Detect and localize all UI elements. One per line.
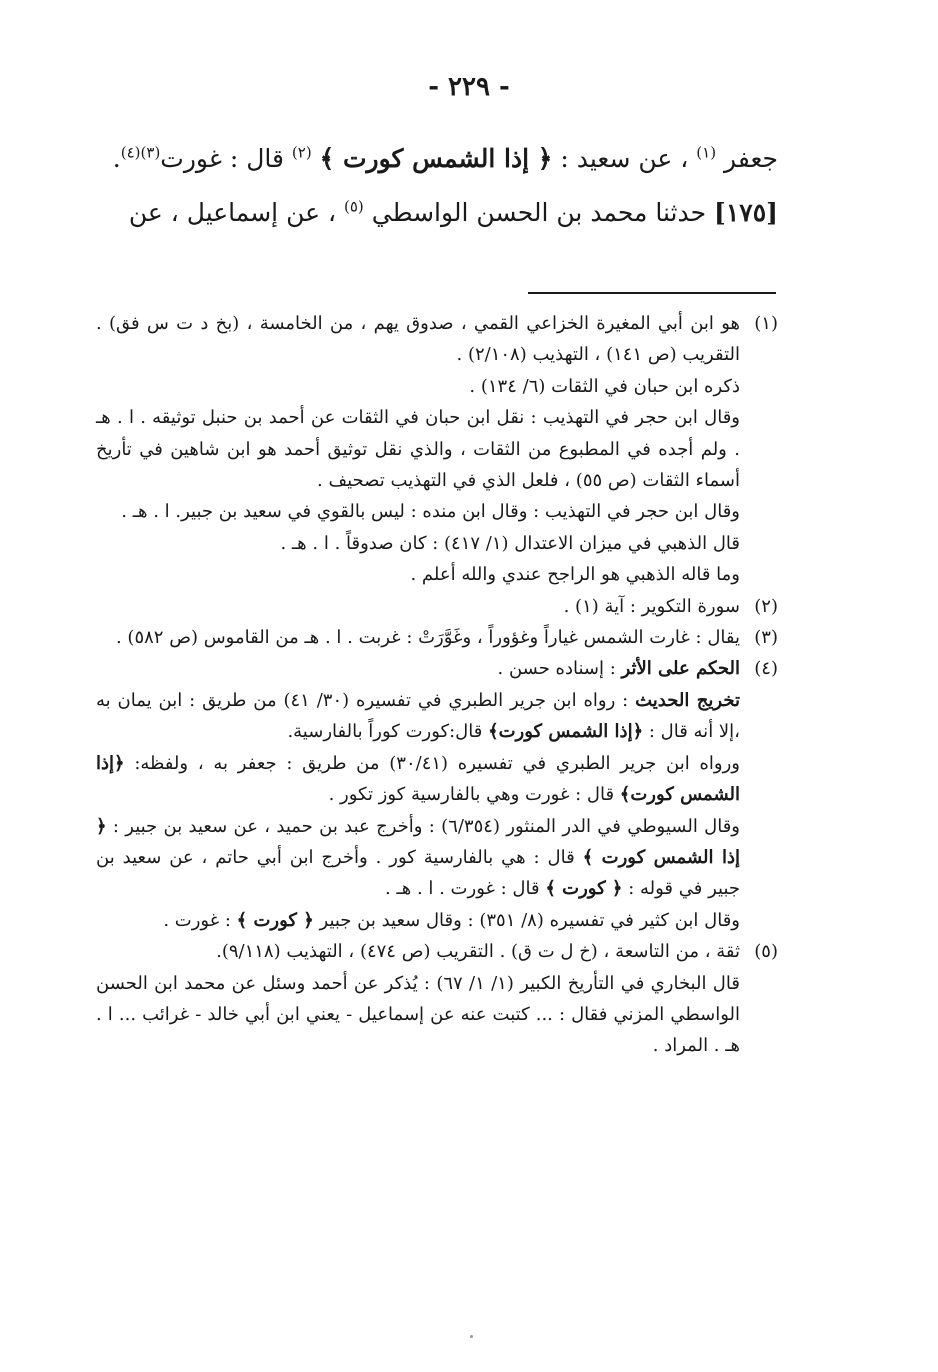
footnote-number: (١) bbox=[754, 313, 778, 334]
footnote-text: هو ابن أبي المغيرة الخزاعي القمي ، صدوق يهم ، من الخامسة ، (بخ د ت س فق) . التقريب (ص ١٤١) ، التهذيب (٢/١٠٨) . bbox=[96, 313, 740, 366]
takhrij-paragraph bbox=[96, 905, 778, 936]
ruling-heading: الحكم على الأثر bbox=[621, 658, 740, 680]
footnotes bbox=[96, 308, 778, 1062]
footnote-2 bbox=[96, 591, 778, 622]
footnote-text: : إسناده حسن . bbox=[497, 658, 616, 680]
footnote-separator bbox=[528, 292, 776, 294]
footnote-text: ورواه ابن جرير الطبري في تفسيره (٣٠/٤١) من طريق : جعفر به ، ولفظه: bbox=[134, 752, 740, 774]
footnote-1 bbox=[96, 308, 778, 371]
hadith-number: [١٧٥] bbox=[714, 198, 778, 227]
page-speck bbox=[470, 1335, 473, 1338]
footnote-5-line: قال البخاري في التأريخ الكبير (١/ ١/ ٦٧) : يُذكر عن أحمد وسئل عن محمد ابن الحسن الواسطي المزني فقال : ... كتبت عنه عن إسماعيل - يعني ابن أبي خالد - غرائب ... ا . هـ . المراد . bbox=[96, 972, 740, 1057]
footnote-number: (٣) bbox=[754, 627, 778, 649]
quran-quote: ﴿ كورت ﴾ bbox=[545, 878, 623, 900]
main-paragraph-1 bbox=[96, 138, 778, 180]
takhrij-paragraph bbox=[96, 811, 778, 905]
text-fragment: . bbox=[112, 144, 121, 173]
footnote-ref-3-4[interactable]: (٣)(٤) bbox=[120, 143, 161, 162]
footnote-5 bbox=[96, 936, 778, 967]
quran-quote: ﴿ كورت ﴾ bbox=[236, 909, 314, 931]
quran-quote: ﴿إذا الشمس كورت﴾ bbox=[96, 752, 740, 806]
footnote-1-line: وقال ابن حجر في التهذيب : نقل ابن حبان في الثقات عن أحمد بن حنبل توثيقه . ا . هـ . ولم أجده في المطبوع من الثقات ، والذي نقل توثيق أحمد هو ابن شاهين في تأريخ أسماء الثقات (ص ٥٥) ، فلعل الذي في التهذيب تصحيف . bbox=[96, 407, 740, 492]
footnote-1-line: قال الذهبي في ميزان الاعتدال (١/ ٤١٧) : كان صدوقاً . ا . هـ . bbox=[280, 532, 740, 554]
text-fragment: غورت bbox=[160, 144, 222, 173]
main-text bbox=[96, 138, 778, 234]
footnote-text: ثقة ، من التاسعة ، (خ ل ت ق) . التقريب (ص ٤٧٤) ، التهذيب (٩/١١٨). bbox=[216, 941, 740, 963]
footnote-text: قال : غورت . ا . هـ . bbox=[385, 878, 540, 900]
takhrij-paragraph bbox=[96, 748, 778, 811]
footnote-text: : رواه ابن جرير الطبري في تفسيره (٣٠/ ٤١) من طريق : ابن يمان به ،إلا أنه قال : bbox=[96, 689, 740, 743]
quran-quote: ﴿إذا الشمس كورت﴾ bbox=[488, 721, 644, 743]
quran-quote: ﴿ إذا الشمس كورت ﴾ bbox=[96, 815, 740, 868]
footnote-3 bbox=[96, 622, 778, 653]
text-fragment: حدثنا محمد بن الحسن الواسطي bbox=[371, 198, 707, 227]
footnote-text: يقال : غارت الشمس غياراً وغؤوراً ، وغَوَّرَتْ : غربت . ا . هـ من القاموس (ص ٥٨٢) . bbox=[115, 627, 740, 649]
text-fragment: قال : bbox=[229, 144, 284, 173]
footnote-number: (٤) bbox=[754, 658, 778, 680]
text-fragment: جعفر bbox=[724, 144, 778, 173]
footnote-text: سورة التكوير : آية (١) . bbox=[563, 595, 740, 617]
footnote-1-line: وما قاله الذهبي هو الراجح عندي والله أعلم . bbox=[410, 564, 740, 586]
footnote-ref-2[interactable]: (٢) bbox=[291, 143, 312, 162]
footnote-ref-5[interactable]: (٥) bbox=[344, 197, 364, 216]
footnote-text: قال : غورت وهي بالفارسية كوز تكور . bbox=[328, 784, 615, 806]
quran-quote: ﴿ إذا الشمس كورت ﴾ bbox=[319, 144, 553, 173]
takhrij-heading: تخريج الحديث bbox=[635, 689, 740, 711]
main-paragraph-2 bbox=[96, 192, 778, 234]
footnote-1-line: ذكره ابن حبان في الثقات (٦/ ١٣٤) . bbox=[469, 375, 740, 397]
footnote-number: (٢) bbox=[754, 595, 778, 617]
text-fragment: ، عن سعيد : bbox=[560, 144, 689, 173]
footnote-4 bbox=[96, 653, 778, 684]
takhrij-paragraph bbox=[96, 685, 778, 748]
text-fragment: ، عن إسماعيل ، عن bbox=[128, 198, 337, 227]
footnote-text: قال : هي بالفارسية كور . وأخرج ابن أبي حاتم ، عن سعيد بن جبير في قوله : bbox=[96, 846, 740, 900]
footnote-text: وقال السيوطي في الدر المنثور (٦/٣٥٤) : وأخرج عبد بن حميد ، عن سعيد بن جبير : bbox=[112, 815, 740, 837]
footnote-ref-1[interactable]: (١) bbox=[696, 143, 717, 162]
footnote-1-line: وقال ابن حجر في التهذيب : وقال ابن منده : ليس بالقوي في سعيد بن جبير. ا . هـ . bbox=[121, 501, 740, 523]
footnote-text: : غورت . bbox=[163, 909, 231, 931]
footnote-text: قال:كورت كوراً بالفارسية. bbox=[287, 721, 483, 743]
footnote-text: وقال ابن كثير في تفسيره (٨/ ٣٥١) : وقال سعيد بن جبير bbox=[319, 909, 740, 931]
footnote-number: (٥) bbox=[754, 941, 778, 963]
page-number: - ٢٢٩ - bbox=[428, 72, 510, 102]
